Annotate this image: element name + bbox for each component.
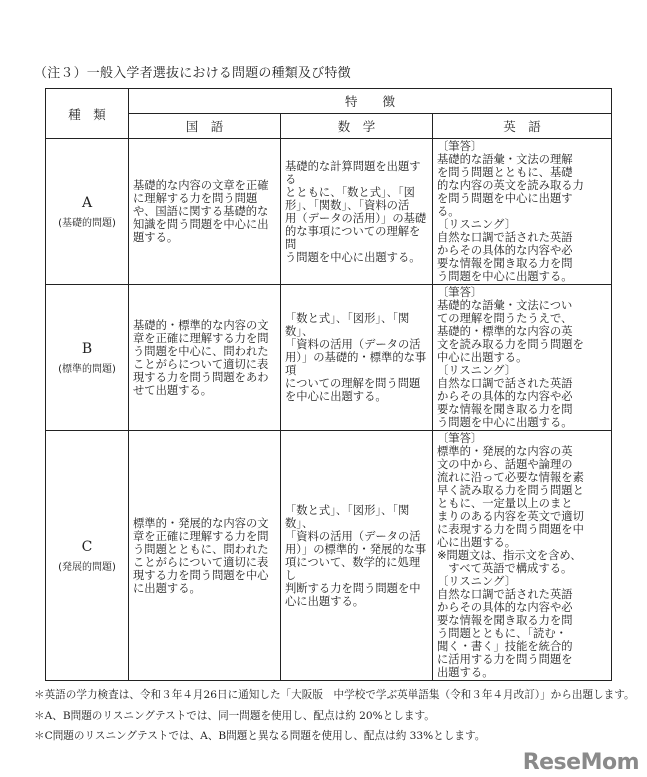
type-letter: C bbox=[81, 538, 93, 555]
math-cell: 基礎的な計算問題を出題する とともに、「数と式」、「図 形」、「関数」、「資料の活 用（データの活用）」の基礎 的な事項についての理解を問 う問題を中心に出題する。 bbox=[281, 139, 433, 285]
header-english: 英 語 bbox=[433, 114, 612, 139]
header-japanese: 国 語 bbox=[129, 114, 281, 139]
japanese-cell: 基礎的な内容の文章を正確 に理解する力を問う問題 や、国語に関する基礎的な 知識を問う問題を中心に出 題する。 bbox=[129, 139, 281, 285]
header-math: 数 学 bbox=[281, 114, 433, 139]
english-cell: 〔筆答〕 標準的・発展的な内容の英 文の中から、話題や論理の 流れに沿って必要な情報を素 早く読み取る力を問う問題と ともに、一定量以上のまと まりのある内容を英文で適切 に表現する力を問う問題を中 心に出題する。 ※問題文は、指示文を含め、 すべて英語で構成する。 〔リスニング〕 自然な口調で話された英語 からその具体的な内容や必 要な情報を聞き取る力を問 う問題とともに、「読む・ 聞く・書く」技能を統合的 に活用する力を問う問題を 出題する。 bbox=[433, 431, 612, 681]
table-row bbox=[46, 285, 612, 431]
math-cell: 「数と式」、「図形」、「関数」、 「資料の活用（データの活 用）」の基礎的・標準的な事項 についての理解を問う問題 を中心に出題する。 bbox=[281, 285, 433, 431]
english-cell: 〔筆答〕 基礎的な語彙・文法につい ての理解を問うたうえで、 基礎的・標準的な内容の英 文を読み取る力を問う問題を 中心に出題する。 〔リスニング〕 自然な口調で話された英語 からその具体的な内容や必 要な情報を聞き取る力を問 う問題を中心に出題する。 bbox=[433, 285, 612, 431]
type-letter: A bbox=[81, 194, 93, 211]
math-cell: 「数と式」、「図形」、「関数」、 「資料の活用（データの活 用）」の標準的・発展的な事 項について、数学的に処理し 判断する力を問う問題を中 心に出題する。 bbox=[281, 431, 433, 681]
footnotes bbox=[34, 685, 644, 747]
document-title: （注３）一般入学者選抜における問題の種類及び特徴 bbox=[34, 66, 351, 81]
subject-header-row bbox=[46, 114, 612, 139]
table-row bbox=[46, 431, 612, 681]
type-label: (発展的問題) bbox=[58, 561, 116, 573]
resemom-watermark-logo: ReseMom bbox=[522, 749, 639, 775]
type-cell bbox=[46, 139, 129, 285]
type-label: (標準的問題) bbox=[58, 363, 116, 375]
english-cell: 〔筆答〕 基礎的な語彙・文法の理解 を問う問題とともに、基礎 的な内容の英文を読み取る力 を問う問題を中心に出題す る。 〔リスニング〕 自然な口調で話された英語 からその具体的な内容や必 要な情報を聞き取る力を問 う問題を中心に出題する。 bbox=[433, 139, 612, 285]
footnote: ＊A、B問題のリスニングテストでは、同一問題を使用し、配点は約 20%とします。 bbox=[34, 709, 435, 722]
japanese-cell: 基礎的・標準的な内容の文 章を正確に理解する力を問 う問題を中心に、問われた ことがらについて適切に表 現する力を問う問題をあわ せて出題する。 bbox=[129, 285, 281, 431]
footnote: ＊英語の学力検査は、令和３年４月26日に通知した「大阪版 中学校で学ぶ英単語集（令和３年４月改訂）」から出題します。 bbox=[34, 689, 635, 701]
type-cell bbox=[46, 431, 129, 681]
exam-types-table bbox=[45, 88, 612, 681]
type-cell bbox=[46, 285, 129, 431]
type-label: (基礎的問題) bbox=[58, 217, 116, 229]
header-features: 特 徴 bbox=[129, 89, 612, 114]
japanese-cell: 標準的・発展的な内容の文 章を正確に理解する力を問 う問題とともに、問われた ことがらについて適切に表 現する力を問う問題を中心 に出題する。 bbox=[129, 431, 281, 681]
header-row bbox=[46, 89, 612, 114]
header-type: 種 類 bbox=[46, 89, 129, 139]
type-letter: B bbox=[81, 340, 93, 357]
footnote: ＊C問題のリスニングテストでは、A、B問題と異なる問題を使用し、配点は約 33%とします。 bbox=[34, 730, 486, 742]
table-row bbox=[46, 139, 612, 285]
